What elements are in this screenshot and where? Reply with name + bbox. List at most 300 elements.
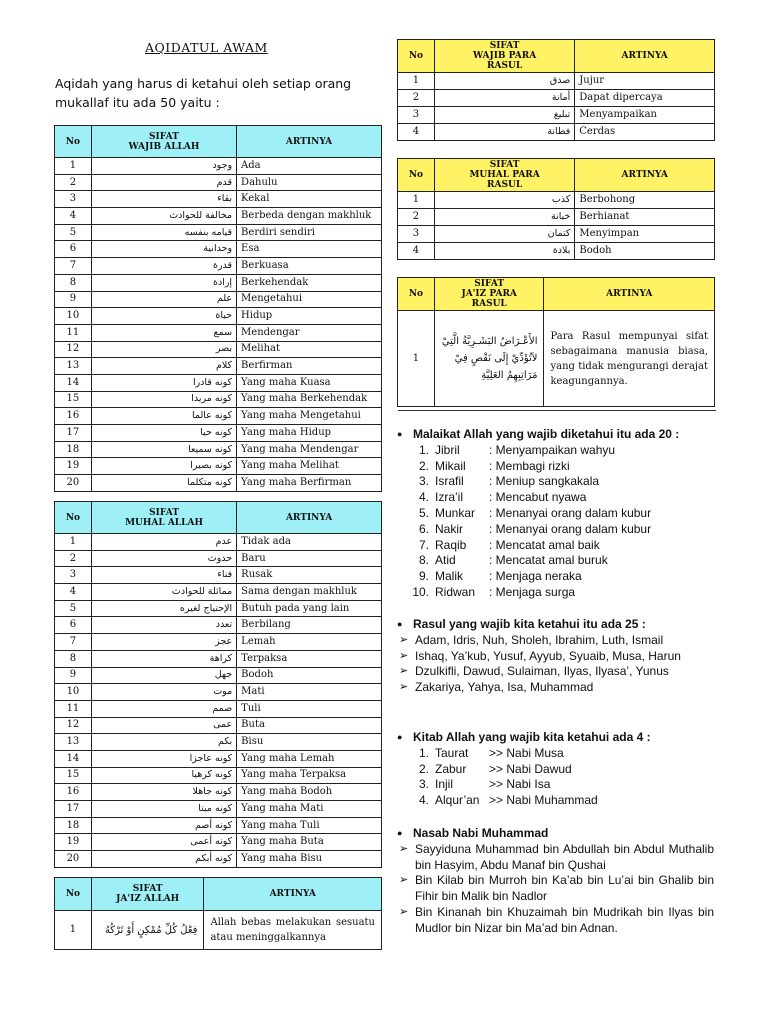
row-number: 13 <box>55 734 92 751</box>
arabic-term: كونه أعمى <box>91 834 236 851</box>
row-number: 10 <box>55 684 92 701</box>
row-number: 20 <box>55 475 92 492</box>
arabic-term: كونه عالما <box>91 408 236 425</box>
table-row <box>55 700 382 717</box>
item-number: 1. <box>418 745 429 760</box>
row-number: 13 <box>55 358 92 375</box>
row-number: 14 <box>55 374 92 391</box>
meaning-text: Berdiri sendiri <box>237 224 382 241</box>
row-number: 12 <box>55 341 92 358</box>
arabic-term: الأَعْـرَاضُ البَشَـرِيَّةُ الَّتِيْ لاَتُؤَدِّيْ إِلَى نَقْصٍ فِيْ مَرَاتِبِهِمُ العَلِيَّةِ <box>434 311 544 407</box>
table-header-row <box>55 502 382 534</box>
arabic-term: تعدد <box>91 617 236 634</box>
header-no: No <box>55 502 92 534</box>
arabic-term: عمى <box>91 717 236 734</box>
item-name: Atid <box>435 553 456 568</box>
item-name: Alqur’an <box>435 793 480 808</box>
arabic-term: فِعْلُ كُلِّ مُمْكِنٍ أَوْ تَرْكُهُ <box>91 911 204 950</box>
list-item <box>397 664 717 680</box>
header-artinya: ARTINYA <box>544 278 715 311</box>
arabic-term: كونه كرهيا <box>91 767 236 784</box>
meaning-text: Yang maha Terpaksa <box>237 767 382 784</box>
row-number: 4 <box>55 584 92 601</box>
header-sifat: SIFAT WAJIB PARA RASUL <box>434 40 574 73</box>
arabic-term: قيامه بنفسه <box>91 224 236 241</box>
arabic-term: إرادة <box>91 274 236 291</box>
row-number: 9 <box>55 667 92 684</box>
item-text: Bin Kinanah bin Khuzaimah bin Mudrikah bin Ilyas bin Mudlor bin Nizar bin Ma’ad bin Adnan. <box>415 904 714 935</box>
item-name: Malik <box>435 569 464 584</box>
table-row <box>55 834 382 851</box>
meaning-text: Bisu <box>237 734 382 751</box>
section-rasul <box>397 617 717 696</box>
table-row <box>55 291 382 308</box>
row-number: 6 <box>55 241 92 258</box>
table-row <box>398 311 715 407</box>
meaning-text: Tuli <box>237 700 382 717</box>
meaning-text: Yang maha Melihat <box>237 458 382 475</box>
item-number: 9. <box>418 569 429 584</box>
header-sifat: SIFAT JA'IZ ALLAH <box>91 878 204 911</box>
meaning-text: Lemah <box>237 634 382 651</box>
item-number: 3. <box>418 777 429 792</box>
row-number: 5 <box>55 224 92 241</box>
row-number: 1 <box>398 73 435 90</box>
table-row <box>398 107 715 124</box>
arabic-term: كونه سميعا <box>91 441 236 458</box>
item-number: 5. <box>418 505 429 520</box>
table-row <box>55 324 382 341</box>
header-no: No <box>398 278 435 311</box>
meaning-text: Yang maha Berfirman <box>237 475 382 492</box>
table-row <box>398 124 715 141</box>
table-row <box>398 90 715 107</box>
meaning-text: Yang maha Hidup <box>237 425 382 442</box>
item-name: Raqib <box>435 537 467 552</box>
row-number: 9 <box>55 291 92 308</box>
item-number: 7. <box>418 537 429 552</box>
meaning-text: Allah bebas melakukan sesuatu atau meninggalkannya <box>204 911 382 950</box>
table-row <box>55 174 382 191</box>
table-row <box>55 308 382 325</box>
arabic-term: كراهة <box>91 650 236 667</box>
list-item <box>397 443 717 459</box>
row-number: 1 <box>398 311 435 407</box>
item-number: 2. <box>418 761 429 776</box>
row-number: 20 <box>55 851 92 868</box>
row-number: 15 <box>55 391 92 408</box>
arabic-term: كذب <box>434 192 574 209</box>
list-item <box>397 553 717 569</box>
table-row <box>55 374 382 391</box>
table-muhal-rasul <box>397 158 715 260</box>
item-name: Munkar <box>435 505 476 520</box>
item-number: 1. <box>418 442 429 457</box>
arabic-term: كونه مريدا <box>91 391 236 408</box>
row-number: 7 <box>55 634 92 651</box>
item-description: >> Nabi Dawud <box>489 761 572 776</box>
table-row <box>398 209 715 226</box>
meaning-text: Hidup <box>237 308 382 325</box>
table-row <box>55 208 382 225</box>
list-item <box>397 459 717 475</box>
item-number: 4. <box>418 793 429 808</box>
arrow-bullet-icon: ➢ <box>399 874 409 887</box>
item-number: 8. <box>418 553 429 568</box>
meaning-text: Yang maha Mengetahui <box>237 408 382 425</box>
arrow-bullet-icon: ➢ <box>399 633 409 646</box>
item-description: : Meniup sangkakala <box>489 474 600 489</box>
list-item <box>397 474 717 490</box>
row-number: 4 <box>398 243 435 260</box>
meaning-text: Mati <box>237 684 382 701</box>
item-name: Taurat <box>435 745 469 760</box>
meaning-text: Menyampaikan <box>575 107 715 124</box>
row-number: 3 <box>398 107 435 124</box>
arabic-term: قدم <box>91 174 236 191</box>
arabic-term: بصر <box>91 341 236 358</box>
item-description: >> Nabi Musa <box>489 745 564 760</box>
table-row <box>55 458 382 475</box>
section-heading: ● Nasab Nabi Muhammad <box>397 826 717 842</box>
separator-line <box>398 410 716 411</box>
table-row <box>55 441 382 458</box>
table-row <box>55 817 382 834</box>
item-description: : Menanyai orang dalam kubur <box>489 505 652 520</box>
table-row <box>398 192 715 209</box>
item-text: Dzulkifli, Dawud, Sulaiman, Ilyas, Ilyasa’, Yunus <box>415 664 669 679</box>
item-description: >> Nabi Isa <box>489 777 551 792</box>
arabic-term: بقاء <box>91 191 236 208</box>
item-description: : Mencatat amal baik <box>489 537 600 552</box>
row-number: 19 <box>55 834 92 851</box>
arabic-term: كونه عاجزا <box>91 750 236 767</box>
arabic-term: كونه ميتا <box>91 801 236 818</box>
arabic-term: كونه قادرا <box>91 374 236 391</box>
meaning-text: Dahulu <box>237 174 382 191</box>
row-number: 11 <box>55 700 92 717</box>
header-artinya: ARTINYA <box>575 159 715 192</box>
arabic-term: وحدانية <box>91 241 236 258</box>
item-name: Mikail <box>435 458 466 473</box>
table-row <box>55 801 382 818</box>
item-name: Ridwan <box>435 584 476 599</box>
list-item <box>397 905 717 937</box>
arabic-term: الإحتياج لغيره <box>91 600 236 617</box>
table-jaiz-rasul <box>397 277 715 407</box>
meaning-text: Berbilang <box>237 617 382 634</box>
list-item <box>397 762 717 778</box>
table-header-row <box>398 159 715 192</box>
table-header-row <box>398 40 715 73</box>
item-name: Israfil <box>435 474 464 489</box>
arabic-term: كونه جاهلا <box>91 784 236 801</box>
table-header-row <box>55 126 382 158</box>
row-number: 1 <box>55 911 92 950</box>
row-number: 11 <box>55 324 92 341</box>
list-item <box>397 777 717 793</box>
meaning-text: Yang maha Lemah <box>237 750 382 767</box>
item-description: : Menyampaikan wahyu <box>489 442 616 457</box>
row-number: 1 <box>398 192 435 209</box>
row-number: 19 <box>55 458 92 475</box>
meaning-text: Berkehendak <box>237 274 382 291</box>
table-row <box>55 600 382 617</box>
section-heading: ● Malaikat Allah yang wajib diketahui itu ada 20 : <box>397 427 717 443</box>
table-row <box>55 191 382 208</box>
row-number: 4 <box>55 208 92 225</box>
meaning-text: Yang maha Mati <box>237 801 382 818</box>
list-item <box>397 633 717 649</box>
item-name: Nakir <box>435 521 464 536</box>
meaning-text: Mengetahui <box>237 291 382 308</box>
list-item <box>397 680 717 696</box>
list-item <box>397 585 717 601</box>
table-row <box>55 784 382 801</box>
row-number: 4 <box>398 124 435 141</box>
arabic-term: حدوث <box>91 550 236 567</box>
list-item <box>397 793 717 809</box>
meaning-text: Yang maha Tuli <box>237 817 382 834</box>
list-item <box>397 506 717 522</box>
meaning-text: Berfirman <box>237 358 382 375</box>
arabic-term: بلادة <box>434 243 574 260</box>
row-number: 15 <box>55 767 92 784</box>
meaning-text: Baru <box>237 550 382 567</box>
table-row <box>398 243 715 260</box>
item-name: Zabur <box>435 761 467 776</box>
list-item <box>397 538 717 554</box>
meaning-text: Para Rasul mempunyai sifat sebagaimana manusia biasa, yang tidak mengurangi derajat keagungannya. <box>544 311 715 407</box>
meaning-text: Yang maha Mendengar <box>237 441 382 458</box>
table-row <box>55 767 382 784</box>
list-item <box>397 746 717 762</box>
meaning-text: Tidak ada <box>237 534 382 551</box>
item-text: Bin Kilab bin Murroh bin Ka’ab bin Lu’ai bin Ghalib bin Fihir bin Malik bin Nadlor <box>415 873 714 904</box>
table-wajib-rasul <box>397 39 715 141</box>
table-row <box>55 650 382 667</box>
arabic-term: كونه متكلما <box>91 475 236 492</box>
row-number: 16 <box>55 784 92 801</box>
meaning-text: Bodoh <box>575 243 715 260</box>
row-number: 14 <box>55 750 92 767</box>
item-description: >> Nabi Muhammad <box>489 793 598 808</box>
table-row <box>55 684 382 701</box>
meaning-text: Butuh pada yang lain <box>237 600 382 617</box>
section-heading: ● Kitab Allah yang wajib kita ketahui ada 4 : <box>397 730 717 746</box>
arabic-term: بكم <box>91 734 236 751</box>
row-number: 12 <box>55 717 92 734</box>
list-item <box>397 873 717 905</box>
intro-text: Aqidah yang harus di ketahui oleh setiap orang mukallaf itu ada 50 yaitu : <box>55 76 352 110</box>
arabic-term: فطانة <box>434 124 574 141</box>
table-wajib-allah <box>54 125 382 492</box>
row-number: 8 <box>55 650 92 667</box>
table-muhal-allah <box>54 501 382 868</box>
table-row <box>55 158 382 175</box>
arabic-term: سمع <box>91 324 236 341</box>
table-row <box>55 425 382 442</box>
table-jaiz-allah <box>54 877 382 950</box>
meaning-text: Ada <box>237 158 382 175</box>
section-nasab <box>397 826 717 937</box>
item-description: : Menanyai orang dalam kubur <box>489 521 652 536</box>
table-row <box>55 911 382 950</box>
header-sifat: SIFAT JA'IZ PARA RASUL <box>434 278 544 311</box>
section-heading: ● Rasul yang wajib kita ketahui itu ada 25 : <box>397 617 717 633</box>
list-item <box>397 522 717 538</box>
table-header-row <box>55 878 382 911</box>
row-number: 16 <box>55 408 92 425</box>
arrow-bullet-icon: ➢ <box>399 842 409 855</box>
item-text: Zakariya, Yahya, Isa, Muhammad <box>415 680 594 695</box>
meaning-text: Berbohong <box>575 192 715 209</box>
item-description: : Mencabut nyawa <box>489 490 587 505</box>
row-number: 2 <box>55 174 92 191</box>
arabic-term: عجز <box>91 634 236 651</box>
table-row <box>55 584 382 601</box>
meaning-text: Buta <box>237 717 382 734</box>
header-artinya: ARTINYA <box>204 878 382 911</box>
item-description: : Membagi rizki <box>489 458 570 473</box>
meaning-text: Esa <box>237 241 382 258</box>
arabic-term: فناء <box>91 567 236 584</box>
item-number: 4. <box>418 490 429 505</box>
table-row <box>55 734 382 751</box>
meaning-text: Bodoh <box>237 667 382 684</box>
table-row <box>55 224 382 241</box>
row-number: 10 <box>55 308 92 325</box>
arabic-term: كونه أبكم <box>91 851 236 868</box>
row-number: 1 <box>55 158 92 175</box>
header-artinya: ARTINYA <box>575 40 715 73</box>
table-row <box>55 717 382 734</box>
table-row <box>55 851 382 868</box>
table-row <box>55 750 382 767</box>
row-number: 2 <box>398 209 435 226</box>
table-header-row <box>398 278 715 311</box>
arabic-term: جهل <box>91 667 236 684</box>
row-number: 17 <box>55 425 92 442</box>
table-row <box>55 667 382 684</box>
item-description: : Menjaga surga <box>489 584 576 599</box>
item-text: Sayyiduna Muhammad bin Abdullah bin Abdul Muthalib bin Hasyim, Abdu Manaf bin Qushai <box>415 841 714 872</box>
table-row <box>55 274 382 291</box>
table-row <box>55 358 382 375</box>
list-item <box>397 569 717 585</box>
header-artinya: ARTINYA <box>237 126 382 158</box>
arrow-bullet-icon: ➢ <box>399 681 409 694</box>
arrow-bullet-icon: ➢ <box>399 665 409 678</box>
header-no: No <box>55 126 92 158</box>
list-item <box>397 649 717 665</box>
item-number: 2. <box>418 458 429 473</box>
section-malaikat <box>397 427 717 601</box>
row-number: 18 <box>55 817 92 834</box>
header-sifat: SIFAT WAJIB ALLAH <box>91 126 236 158</box>
row-number: 3 <box>55 567 92 584</box>
header-artinya: ARTINYA <box>237 502 382 534</box>
section-kitab <box>397 730 717 809</box>
header-no: No <box>55 878 92 911</box>
table-row <box>55 617 382 634</box>
arabic-term: كلام <box>91 358 236 375</box>
table-row <box>55 534 382 551</box>
meaning-text: Cerdas <box>575 124 715 141</box>
arabic-term: مخالفة للحوادث <box>91 208 236 225</box>
meaning-text: Mendengar <box>237 324 382 341</box>
arrow-bullet-icon: ➢ <box>399 905 409 918</box>
table-row <box>55 567 382 584</box>
meaning-text: Jujur <box>575 73 715 90</box>
arabic-term: موت <box>91 684 236 701</box>
header-sifat: SIFAT MUHAL PARA RASUL <box>434 159 574 192</box>
list-item <box>397 842 717 874</box>
arabic-term: كتمان <box>434 226 574 243</box>
arabic-term: خيانة <box>434 209 574 226</box>
meaning-text: Berhianat <box>575 209 715 226</box>
meaning-text: Yang maha Kuasa <box>237 374 382 391</box>
row-number: 8 <box>55 274 92 291</box>
item-description: : Mencatat amal buruk <box>489 553 608 568</box>
meaning-text: Melihat <box>237 341 382 358</box>
item-number: 10. <box>412 584 429 599</box>
row-number: 3 <box>55 191 92 208</box>
arabic-term: كونه بصيرا <box>91 458 236 475</box>
row-number: 18 <box>55 441 92 458</box>
table-row <box>398 226 715 243</box>
meaning-text: Yang maha Berkehendak <box>237 391 382 408</box>
table-row <box>55 391 382 408</box>
meaning-text: Rusak <box>237 567 382 584</box>
meaning-text: Berbeda dengan makhluk <box>237 208 382 225</box>
item-text: Ishaq, Ya’kub, Yusuf, Ayyub, Syuaib, Musa, Harun <box>415 648 681 663</box>
table-row <box>55 408 382 425</box>
row-number: 2 <box>398 90 435 107</box>
table-row <box>55 634 382 651</box>
table-row <box>55 341 382 358</box>
arabic-term: علم <box>91 291 236 308</box>
meaning-text: Dapat dipercaya <box>575 90 715 107</box>
row-number: 17 <box>55 801 92 818</box>
arabic-term: أمانة <box>434 90 574 107</box>
item-text: Adam, Idris, Nuh, Sholeh, Ibrahim, Luth, Ismail <box>415 632 664 647</box>
header-no: No <box>398 159 435 192</box>
meaning-text: Terpaksa <box>237 650 382 667</box>
arabic-term: تبليغ <box>434 107 574 124</box>
page-title: AQIDATUL AWAM <box>145 40 268 55</box>
arrow-bullet-icon: ➢ <box>399 649 409 662</box>
header-sifat: SIFAT MUHAL ALLAH <box>91 502 236 534</box>
table-row <box>55 241 382 258</box>
meaning-text: Berkuasa <box>237 258 382 275</box>
item-name: Jibril <box>435 442 460 457</box>
arabic-term: قدرة <box>91 258 236 275</box>
arabic-term: صمم <box>91 700 236 717</box>
meaning-text: Sama dengan makhluk <box>237 584 382 601</box>
list-item <box>397 490 717 506</box>
arabic-term: مماثلة للحوادث <box>91 584 236 601</box>
arabic-term: وجود <box>91 158 236 175</box>
table-row <box>55 258 382 275</box>
meaning-text: Menyimpan <box>575 226 715 243</box>
item-description: : Menjaga neraka <box>489 569 582 584</box>
table-row <box>55 550 382 567</box>
row-number: 1 <box>55 534 92 551</box>
item-number: 6. <box>418 521 429 536</box>
meaning-text: Yang maha Bisu <box>237 851 382 868</box>
arabic-term: كونه أصم <box>91 817 236 834</box>
